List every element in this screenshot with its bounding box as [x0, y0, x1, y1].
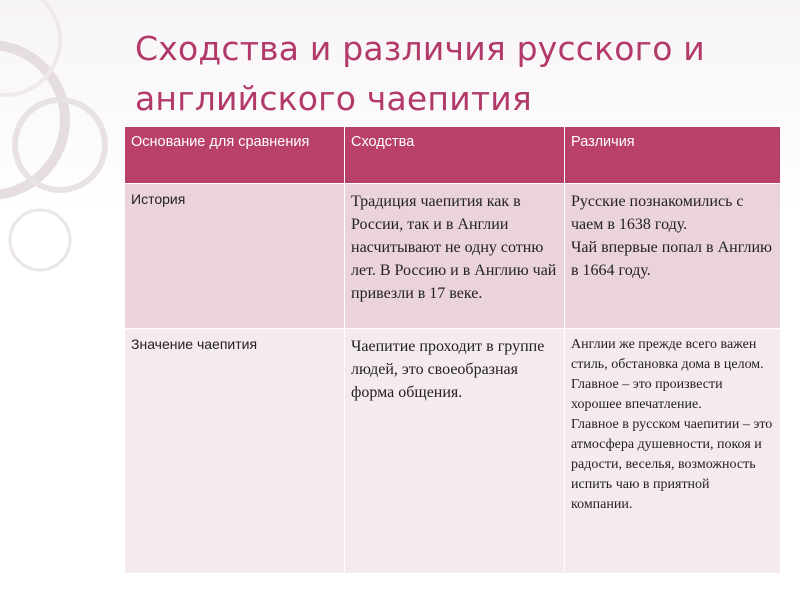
cell-similarities	[345, 184, 565, 329]
table-row	[125, 184, 781, 329]
cell-differences	[565, 329, 781, 574]
cell-text: Русские познакомились с чаем в 1638 году. Чай впервые попал в Англию в 1664 году.	[571, 193, 772, 279]
cell-text: Традиция чаепития как в России, так и в Англии насчитывают не одну сотню лет. В Россию и в Англию чай привезли в 17 веке.	[351, 193, 557, 302]
header-differences: Различия	[565, 127, 781, 184]
cell-differences	[565, 184, 781, 329]
cell-text: Англии же прежде всего важен стиль, обстановка дома в целом. Главное – это произвести хорошее впечатление. Главное в русском чаепитии – это атмосфера душевности, покоя и радости, веселья, возможность испить чаю в приятной компании.	[571, 337, 773, 512]
table-row	[125, 329, 781, 574]
header-similarities: Сходства	[345, 127, 565, 184]
cell-similarities	[345, 329, 565, 574]
cell-basis: История	[125, 184, 345, 329]
cell-text: Чаепитие проходит в группе людей, это своеобразная форма общения.	[351, 338, 545, 401]
slide-title: Сходства и различия русского и английского чаепития	[135, 29, 705, 118]
comparison-table	[124, 126, 781, 574]
header-basis: Основание для сравнения	[125, 127, 345, 184]
table-header-row	[125, 127, 781, 184]
cell-basis: Значение чаепития	[125, 329, 345, 574]
